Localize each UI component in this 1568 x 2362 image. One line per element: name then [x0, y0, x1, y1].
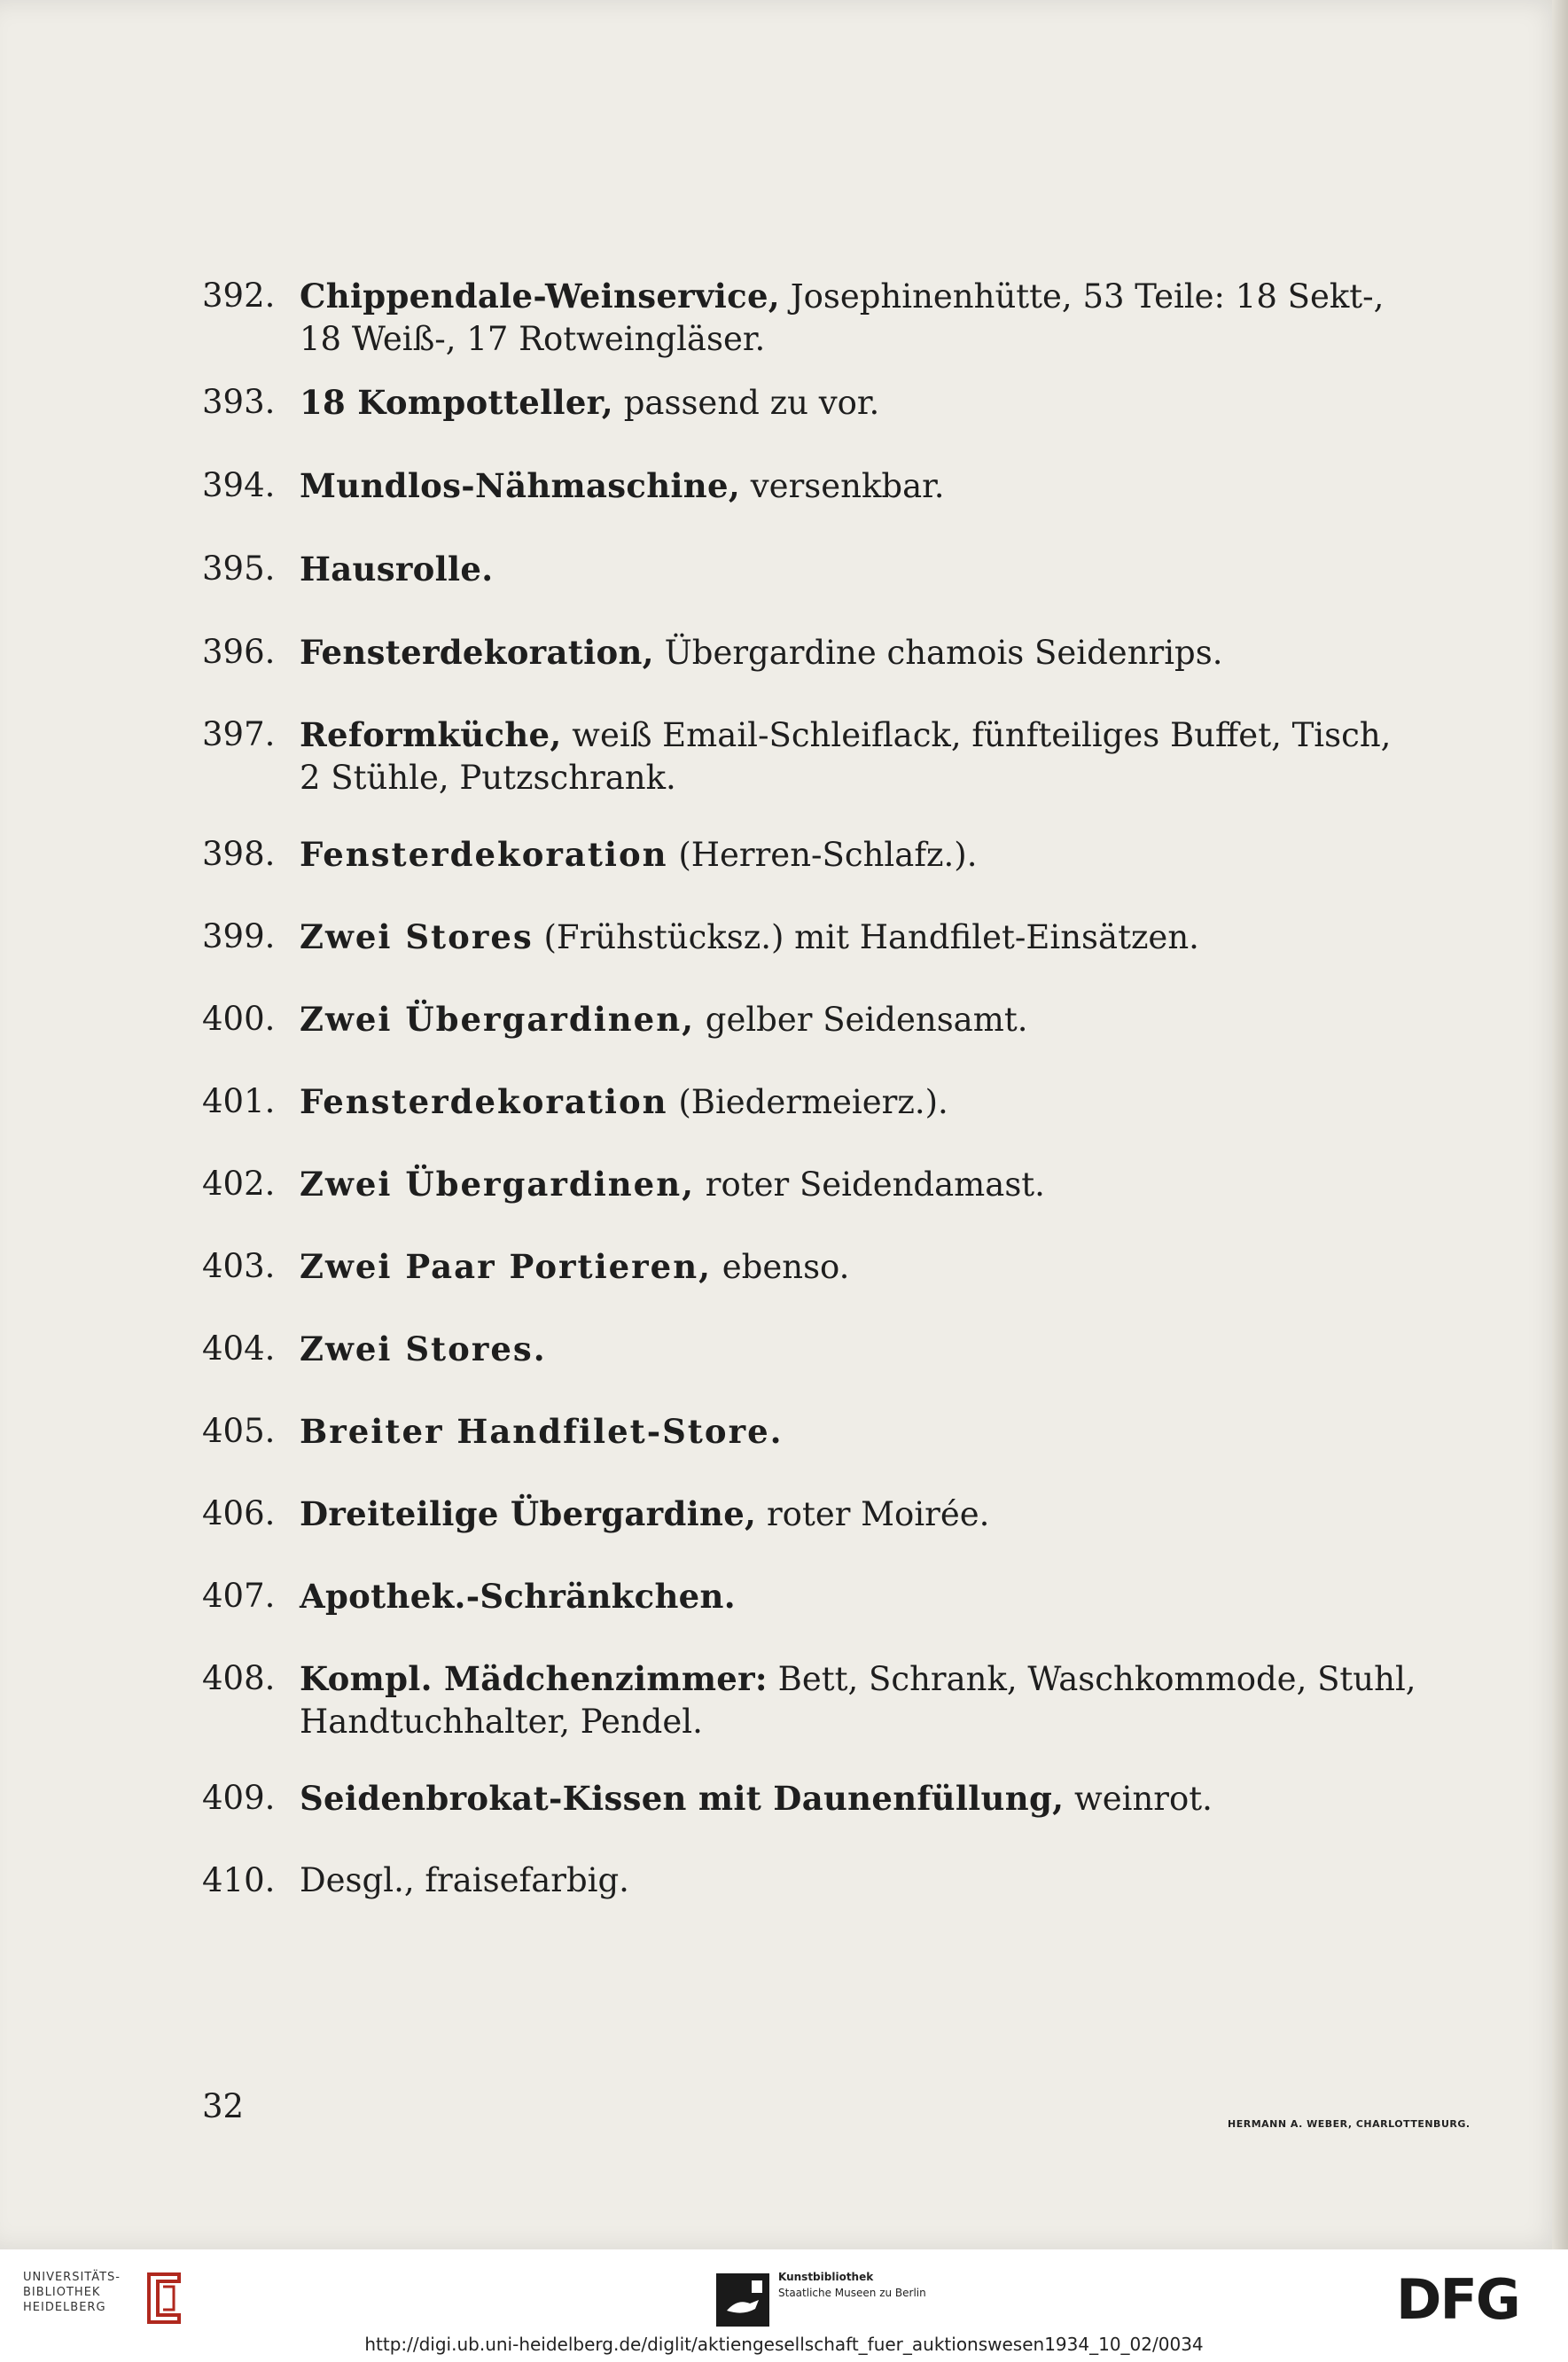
entry-title: Apothek.-Schränkchen.: [300, 1577, 736, 1616]
entry-404: [202, 1328, 1425, 1371]
entry-title: Zwei Paar Portieren,: [300, 1247, 712, 1286]
entry-397: [202, 713, 1425, 799]
page-number: 32: [202, 2087, 245, 2125]
entry-text: Bett, Schrank, Waschkommode, Stuhl,: [767, 1660, 1416, 1698]
entry-number: 406.: [202, 1494, 276, 1532]
entry-392: [202, 275, 1425, 361]
entry-text: (Biedermeierz.).: [667, 1083, 948, 1121]
entry-text-line2: 18 Weiß-, 17 Rotweingläser.: [300, 320, 766, 358]
entry-title: Zwei Stores.: [300, 1329, 547, 1368]
entry-number: 394.: [202, 466, 276, 504]
page-edge: [1552, 0, 1568, 2249]
entry-text-line2: Handtuchhalter, Pendel.: [300, 1703, 703, 1741]
entry-text: passend zu vor.: [612, 384, 880, 422]
entry-396: [202, 631, 1425, 674]
entry-text: roter Moirée.: [756, 1495, 990, 1533]
entry-number: 397.: [202, 715, 276, 753]
entry-title: Fensterdekoration: [300, 1082, 668, 1121]
permalink-url[interactable]: http://digi.ub.uni-heidelberg.de/diglit/aktiengesellschaft_fuer_auktionswesen1934_10_02/0034: [364, 2334, 1204, 2355]
entry-title: Dreiteilige Übergardine,: [300, 1494, 757, 1533]
entry-title: Zwei Stores: [300, 917, 534, 956]
entry-number: 400.: [202, 1000, 276, 1038]
entry-405: [202, 1410, 1425, 1454]
entry-text: weinrot.: [1064, 1780, 1213, 1818]
entry-number: 402.: [202, 1165, 276, 1203]
entry-text: versenkbar.: [740, 467, 945, 505]
entry-title: Chippendale-Weinservice,: [300, 277, 780, 316]
entry-title: 18 Kompotteller,: [300, 383, 613, 422]
entry-title: Reformküche,: [300, 715, 562, 754]
entry-number: 403.: [202, 1247, 276, 1285]
entry-number: 407.: [202, 1577, 276, 1615]
printer-imprint: HERMANN A. WEBER, CHARLOTTENBURG.: [1228, 2118, 1470, 2130]
entry-400: [202, 998, 1425, 1041]
entry-406: [202, 1493, 1425, 1536]
university-logo-icon[interactable]: [142, 2267, 186, 2329]
entry-399: [202, 916, 1425, 959]
entry-text: gelber Seidensamt.: [695, 1001, 1028, 1039]
entry-403: [202, 1245, 1425, 1289]
entry-title: Zwei Übergardinen,: [300, 1165, 695, 1204]
entry-number: 398.: [202, 835, 276, 873]
entry-408: [202, 1657, 1425, 1743]
entry-407: [202, 1575, 1425, 1618]
entry-402: [202, 1163, 1425, 1206]
kunstbibliothek-label[interactable]: Kunstbibliothek Staatliche Museen zu Berlin: [778, 2271, 926, 2299]
entry-number: 409.: [202, 1779, 276, 1817]
entry-text: Desgl., fraisefarbig.: [300, 1861, 629, 1899]
entry-number: 408.: [202, 1659, 276, 1697]
entry-394: [202, 464, 1425, 508]
entry-number: 401.: [202, 1082, 276, 1120]
entry-text: Josephinenhütte, 53 Teile: 18 Sekt-,: [779, 277, 1385, 316]
entry-title: Seidenbrokat-Kissen mit Daunenfüllung,: [300, 1779, 1065, 1818]
entry-398: [202, 833, 1425, 877]
entry-number: 396.: [202, 633, 276, 671]
entry-number: 392.: [202, 277, 276, 315]
entry-number: 399.: [202, 917, 276, 955]
entry-title: Fensterdekoration: [300, 835, 668, 874]
entry-395: [202, 548, 1425, 591]
entry-text-line2: 2 Stühle, Putzschrank.: [300, 759, 676, 797]
entry-number: 404.: [202, 1329, 276, 1368]
entry-393: [202, 381, 1425, 425]
entry-410: [202, 1859, 1425, 1902]
entry-text: roter Seidendamast.: [695, 1165, 1045, 1204]
entry-number: 395.: [202, 550, 276, 588]
entry-text: (Herren-Schlafz.).: [667, 836, 978, 874]
entry-401: [202, 1080, 1425, 1124]
viewer-footer: [0, 2249, 1568, 2362]
entry-number: 405.: [202, 1412, 276, 1450]
entry-title: Hausrolle.: [300, 550, 494, 589]
entry-text: ebenso.: [712, 1248, 850, 1286]
entry-title: Kompl. Mädchenzimmer:: [300, 1659, 768, 1698]
entry-text: (Frühstücksz.) mit Handfilet-Einsätzen.: [533, 918, 1199, 956]
entry-409: [202, 1777, 1425, 1820]
university-library-label[interactable]: UNIVERSITÄTS- BIBLIOTHEK HEIDELBERG: [23, 2271, 121, 2314]
kunstbibliothek-logo-icon[interactable]: [716, 2273, 769, 2327]
entry-title: Breiter Handfilet-Store.: [300, 1412, 784, 1451]
entry-number: 393.: [202, 383, 276, 421]
entry-text: Übergardine chamois Seidenrips.: [653, 634, 1223, 672]
dfg-logo[interactable]: DFG: [1396, 2267, 1519, 2332]
entry-title: Zwei Übergardinen,: [300, 1000, 695, 1039]
entry-title: Fensterdekoration,: [300, 633, 654, 672]
entry-number: 410.: [202, 1861, 276, 1899]
entry-title: Mundlos-Nähmaschine,: [300, 466, 741, 505]
entry-text: weiß Email-Schleiflack, fünfteiliges Buffet, Tisch,: [561, 716, 1392, 754]
